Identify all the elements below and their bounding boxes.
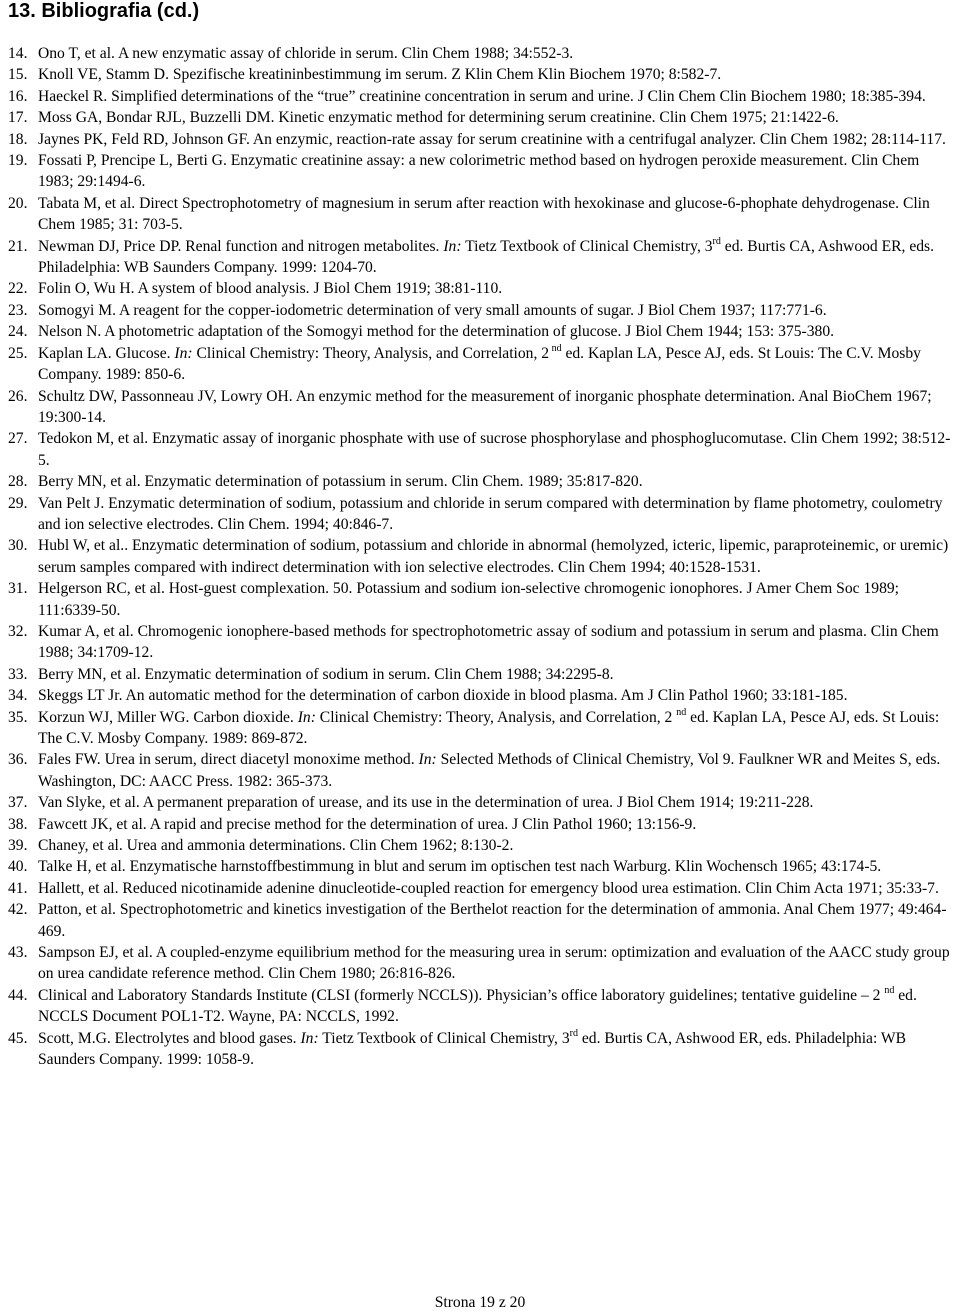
reference-text (38, 473, 643, 490)
reference-number: 30. (8, 537, 28, 555)
reference-text (38, 984, 917, 1026)
reference-text (38, 837, 513, 854)
reference-text-segment: ed. NCCLS Document POL1-T2. Wayne, PA: NCCLS, 1992. (38, 986, 917, 1026)
reference-text-segment: Somogyi M. A reagent for the copper-iodometric determination of very small amounts of sugar. J Biol Chem 1937; 117:771-6. (38, 301, 827, 319)
reference-number: 36. (8, 751, 28, 769)
reference-text-segment: Helgerson RC, et al. Host-guest complexation. 50. Potassium and sodium ion-selective chromogenic ionophores. J Amer Chem Soc 1989; 111:6339-50. (38, 580, 899, 619)
reference-text-segment: ed. Kaplan LA, Pesce AJ, eds. St Louis: The C.V. Mosby Company. 1989: 869-872. (38, 708, 940, 747)
reference-text (38, 388, 932, 426)
reference-text (38, 706, 940, 747)
reference-text (38, 131, 946, 148)
reference-text (38, 687, 848, 704)
reference-item (0, 236, 958, 279)
reference-text (38, 235, 935, 277)
reference-text-segment: Clinical Chemistry: Theory, Analysis, and Correlation, 2 (192, 344, 550, 362)
reference-item (0, 621, 958, 664)
reference-text-segment: Knoll VE, Stamm D. Spezifische kreatininbestimmung im serum. Z Klin Chem Klin Biochem 1970; 8:582-7. (38, 66, 722, 84)
reference-text-segment: Kumar A, et al. Chromogenic ionophere-based methods for spectrophotometric assay of sodium and potassium in serum and plasma. Clin Chem 1988; 34:1709-12. (38, 622, 939, 662)
reference-number: 15. (8, 66, 28, 84)
ordinal-superscript: nd (676, 706, 687, 718)
reference-text-segment: Berry MN, et al. Enzymatic determination of potassium in serum. Clin Chem. 1989; 35:817-820. (38, 473, 643, 491)
reference-text (38, 152, 919, 190)
reference-number: 33. (8, 665, 28, 683)
reference-text-segment: Van Slyke, et al. A permanent preparation of urease, and its use in the determination of urea. J Biol Chem 1914; 19:211-228. (38, 794, 814, 812)
reference-text-segment: ed. Burtis CA, Ashwood ER, eds. Philadelphia: WB Saunders Company. 1999: 1058-9. (38, 1029, 907, 1069)
italic-in-label: In: (174, 344, 193, 362)
reference-text (38, 430, 950, 468)
reference-number: 41. (8, 879, 28, 897)
reference-item (0, 835, 958, 856)
reference-item (0, 343, 958, 386)
reference-text-segment: Tietz Textbook of Clinical Chemistry, 3 (461, 237, 713, 255)
reference-item (0, 664, 958, 685)
reference-item (0, 856, 958, 877)
reference-number: 18. (8, 130, 28, 148)
reference-text-segment: ed. Kaplan LA, Pesce AJ, eds. St Louis: The C.V. Mosby Company. 1989: 850-6. (38, 344, 921, 384)
reference-text (38, 88, 926, 105)
reference-item (0, 129, 958, 150)
reference-item (0, 749, 958, 792)
reference-item (0, 985, 958, 1028)
reference-number: 14. (8, 45, 28, 62)
reference-text-segment: Berry MN, et al. Enzymatic determination of sodium in serum. Clin Chem 1988; 34:2295-8. (38, 665, 614, 683)
reference-text-segment: Tabata M, et al. Direct Spectrophotometry of magnesium in serum after reaction with hexokinase and glucose-6-phophate dehydrogenase. Clin Chem 1985; 31: 703-5. (38, 194, 930, 234)
reference-item (0, 578, 958, 621)
reference-text-segment: Tedokon M, et al. Enzymatic assay of inorganic phosphate with use of sucrose phosphorylase and phosphoglucomutase. Clin Chem 1992; 38:512-5. (38, 430, 951, 469)
reference-number: 43. (8, 944, 28, 962)
ordinal-superscript: rd (569, 1027, 578, 1039)
reference-text-segment: Selected Methods of Clinical Chemistry, Vol 9. Faulkner WR and Meites S, eds. Washington, DC: AACC Press. 1982: 365-373. (38, 751, 941, 790)
reference-text-segment: Schultz DW, Passonneau JV, Lowry OH. An enzymic method for the measurement of inorganic phosphate determination. Anal BioChem 1967; 19:300-14. (38, 387, 932, 426)
reference-number: 27. (8, 430, 28, 448)
reference-item (0, 300, 958, 321)
reference-item (0, 707, 958, 750)
reference-text (38, 302, 827, 319)
page-footer: Strona 19 z 20 (434, 1294, 526, 1311)
reference-number: 24. (8, 323, 28, 341)
reference-text-segment: Skeggs LT Jr. An automatic method for the determination of carbon dioxide in blood plasma. Am J Clin Pathol 1960; 33:181-185. (38, 687, 848, 705)
reference-text (38, 816, 696, 833)
reference-text-segment: Hubl W, et al.. Enzymatic determination of sodium, potassium and chloride in abnormal (hemolyzed, icteric, lipemic, paraproteinemic, or uremic) serum samples compared with indirect determination with ion selective electrodes. Clin Chem 1994; 40:1528-1531. (38, 537, 949, 576)
reference-item (0, 193, 958, 236)
reference-text (38, 323, 834, 340)
reference-item (0, 107, 958, 128)
reference-text (38, 109, 839, 126)
reference-number: 42. (8, 901, 28, 919)
reference-item (0, 64, 958, 85)
reference-text-segment: Nelson N. A photometric adaptation of the Somogyi method for the determination of glucose. J Biol Chem 1944; 153: 375-380. (38, 323, 835, 341)
reference-text-segment: Tietz Textbook of Clinical Chemistry, 3 (318, 1029, 570, 1047)
reference-item (0, 685, 958, 706)
reference-number: 21. (8, 237, 28, 255)
reference-text (38, 1027, 907, 1069)
reference-text (38, 880, 939, 897)
reference-text-segment: Sampson EJ, et al. A coupled-enzyme equilibrium method for the measuring urea in serum: optimization and evaluation of the AACC study group on urea candidate reference method. Clin Chem 1980; 26:816-826. (38, 944, 950, 983)
reference-text-segment: Fawcett JK, et al. A rapid and precise method for the determination of urea. J Clin Pathol 1960; 13:156-9. (38, 815, 697, 833)
reference-number: 29. (8, 494, 28, 512)
reference-number: 25. (8, 344, 28, 362)
reference-item (0, 899, 958, 942)
reference-text (38, 495, 943, 533)
reference-number: 45. (8, 1029, 28, 1047)
reference-text-segment: Kaplan LA. Glucose. (38, 344, 175, 362)
reference-text (38, 858, 881, 875)
reference-item (0, 43, 958, 64)
reference-item (0, 321, 958, 342)
reference-item (0, 1028, 958, 1071)
reference-text-segment: Haeckel R. Simplified determinations of the “true” creatinine concentration in serum and urine. J Clin Chem Clin Biochem 1980; 18:385-394. (38, 87, 926, 105)
reference-text-segment: Newman DJ, Price DP. Renal function and nitrogen metabolites. (38, 237, 444, 255)
reference-number: 38. (8, 815, 28, 833)
reference-number: 28. (8, 473, 28, 491)
reference-number: 31. (8, 580, 28, 598)
italic-in-label: In: (418, 751, 437, 769)
reference-text-segment: Talke H, et al. Enzymatische harnstoffbestimmung in blut and serum im optischen test nach Warburg. Klin Wochensch 1965; 43:174-5. (38, 858, 882, 876)
reference-item (0, 792, 958, 813)
reference-number: 37. (8, 794, 28, 812)
reference-text (38, 537, 948, 575)
reference-text (38, 751, 940, 789)
reference-item (0, 150, 958, 193)
reference-text-segment: Fales FW. Urea in serum, direct diacetyl monoxime method. (38, 751, 419, 769)
reference-number: 16. (8, 87, 28, 105)
reference-text (38, 195, 930, 233)
ordinal-superscript: rd (712, 235, 721, 247)
reference-text (38, 580, 899, 618)
ordinal-superscript: nd (884, 984, 895, 996)
reference-item (0, 878, 958, 899)
section-heading: 13. Bibliografia (cd.) (8, 0, 200, 22)
reference-text-segment: Moss GA, Bondar RJL, Buzzelli DM. Kinetic enzymatic method for determining serum creatinine. Clin Chem 1975; 21:1422-6. (38, 109, 839, 127)
reference-text (38, 623, 939, 661)
reference-text (38, 280, 502, 297)
reference-item (0, 942, 958, 985)
reference-item (0, 278, 958, 299)
reference-text-segment: ed. Burtis CA, Ashwood ER, eds. Philadelphia: WB Saunders Company. 1999: 1204-70. (38, 237, 935, 277)
reference-item (0, 471, 958, 492)
reference-text-segment: Chaney, et al. Urea and ammonia determinations. Clin Chem 1962; 8:130-2. (38, 837, 514, 855)
reference-item (0, 814, 958, 835)
italic-in-label: In: (300, 1029, 319, 1047)
reference-list (0, 43, 958, 1071)
reference-text-segment: Hallett, et al. Reduced nicotinamide adenine dinucleotide-coupled reaction for emergency blood urea estimation. Clin Chim Acta 1971; 35:33-7. (38, 879, 939, 897)
reference-number: 32. (8, 622, 28, 640)
reference-number: 39. (8, 837, 28, 855)
reference-number: 20. (8, 194, 28, 212)
reference-number: 19. (8, 152, 28, 170)
reference-text (38, 666, 614, 683)
reference-text-segment: Clinical and Laboratory Standards Institute (CLSI (formerly NCCLS)). Physician’s office laboratory guidelines; tentative guideline – 2 (38, 986, 885, 1004)
reference-text (38, 342, 921, 384)
reference-item (0, 535, 958, 578)
reference-number: 44. (8, 986, 28, 1004)
reference-number: 26. (8, 387, 28, 405)
reference-item (0, 428, 958, 471)
reference-text-segment: Scott, M.G. Electrolytes and blood gases. (38, 1029, 301, 1047)
reference-text-segment: Jaynes PK, Feld RD, Johnson GF. An enzymic, reaction-rate assay for serum creatinine with a centrifugal analyzer. Clin Chem 1982; 28:114-117. (38, 130, 946, 148)
reference-text (38, 901, 947, 939)
reference-item (0, 386, 958, 429)
reference-text-segment: Patton, et al. Spectrophotometric and kinetics investigation of the Berthelot reaction for the determination of ammonia. Anal Chem 1977; 49:464-469. (38, 901, 947, 940)
ordinal-superscript: nd (549, 342, 562, 354)
reference-text-segment: Clinical Chemistry: Theory, Analysis, and Correlation, 2 (315, 708, 677, 726)
reference-text-segment: Fossati P, Prencipe L, Berti G. Enzymatic creatinine assay: a new colorimetric method based on hydrogen peroxide measurement. Clin Chem 1983; 29:1494-6. (38, 152, 920, 191)
italic-in-label: In: (443, 237, 462, 255)
reference-text-segment: Korzun WJ, Miller WG. Carbon dioxide. (38, 708, 298, 726)
reference-number: 35. (8, 708, 28, 726)
reference-item (0, 86, 958, 107)
reference-number: 40. (8, 858, 28, 876)
reference-text (38, 944, 950, 982)
reference-text (38, 66, 721, 83)
reference-number: 22. (8, 280, 28, 298)
reference-text (38, 45, 573, 62)
reference-item (0, 493, 958, 536)
reference-number: 34. (8, 687, 28, 705)
reference-text-segment: Van Pelt J. Enzymatic determination of sodium, potassium and chloride in serum compared with determination by flame photometry, coulometry and ion selective electrodes. Clin Chem. 1994; 40:846-7. (38, 494, 943, 533)
reference-text-segment: Ono T, et al. A new enzymatic assay of chloride in serum. Clin Chem 1988; 34:552-3. (38, 45, 574, 62)
reference-number: 17. (8, 109, 28, 127)
reference-number: 23. (8, 301, 28, 319)
reference-text-segment: Folin O, Wu H. A system of blood analysis. J Biol Chem 1919; 38:81-110. (38, 280, 503, 298)
reference-text (38, 794, 813, 811)
italic-in-label: In: (297, 708, 316, 726)
